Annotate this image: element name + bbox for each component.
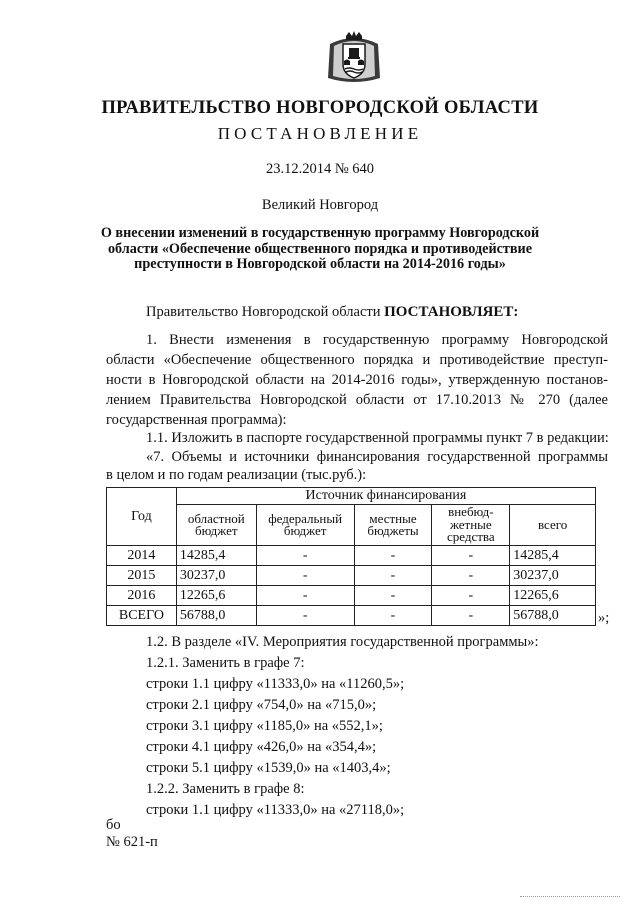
intro-resolves: ПОСТАНОВЛЯЕТ: xyxy=(384,304,519,320)
cell-total: 12265,6 xyxy=(510,586,596,606)
paragraph-1-line: ности в Новгородской области на 2014-2016 годы», утвержденную постанов- xyxy=(106,372,608,388)
cell-total: 30237,0 xyxy=(510,566,596,586)
cell-local: - xyxy=(354,606,432,626)
paragraph-1-line: государственная программа): xyxy=(106,412,287,428)
table-row xyxy=(107,606,596,626)
cell-extra: - xyxy=(432,566,510,586)
scan-artifact-line xyxy=(520,896,620,897)
resolution-intro xyxy=(146,304,518,321)
organization-title: ПРАВИТЕЛЬСТВО НОВГОРОДСКОЙ ОБЛАСТИ xyxy=(101,98,539,118)
document-subject xyxy=(0,226,640,273)
table-closing-quote: »; xyxy=(598,610,610,626)
cell-total: 14285,4 xyxy=(510,546,596,566)
paragraph-1-line: лением Правительства Новгородской области от 17.10.2013 № 270 (далее xyxy=(106,392,608,408)
replacement-line: строки 2.1 цифру «754,0» на «715,0»; xyxy=(146,697,377,713)
replacement-line: строки 1.1 цифру «11333,0» на «27118,0»; xyxy=(146,802,405,818)
subject-line: О внесении изменений в государственную программу Новгородской xyxy=(100,225,540,241)
cell-regional: 14285,4 xyxy=(176,546,256,566)
table-subheader-row xyxy=(107,505,596,546)
cell-federal: - xyxy=(256,586,354,606)
header-regional-budget: областной бюджет xyxy=(176,505,256,546)
subject-line: области «Обеспечение общественного порядка и противодействие xyxy=(107,240,533,257)
table-header-row xyxy=(107,488,596,505)
financing-table xyxy=(106,487,596,626)
replacement-line: строки 1.1 цифру «11333,0» на «11260,5»; xyxy=(146,676,405,692)
footer-initials: бо xyxy=(106,817,121,833)
header-extrabudgetary: внебюд-жетные средства xyxy=(432,505,510,546)
replacement-line: строки 4.1 цифру «426,0» на «354,4»; xyxy=(146,739,377,755)
cell-extra: - xyxy=(432,606,510,626)
cell-federal: - xyxy=(256,606,354,626)
subject-line: преступности в Новгородской области на 2014-2016 годы» xyxy=(134,256,506,272)
cell-local: - xyxy=(354,546,432,566)
cell-extra: - xyxy=(432,546,510,566)
cell-local: - xyxy=(354,566,432,586)
point-7-line: «7. Объемы и источники финансирования государственной программы xyxy=(146,449,608,465)
cell-year: 2015 xyxy=(107,566,177,586)
paragraph-1-2: 1.2. В разделе «IV. Мероприятия государственной программы»: xyxy=(146,634,539,650)
paragraph-1-2-2: 1.2.2. Заменить в графе 8: xyxy=(146,781,305,797)
novgorod-coat-of-arms-icon xyxy=(326,30,382,86)
intro-text: Правительство Новгородской области xyxy=(146,304,385,320)
table-row xyxy=(107,546,596,566)
paragraph-1-line: 1. Внести изменения в государственную программу Новгородской xyxy=(146,332,608,348)
table-row xyxy=(107,586,596,606)
document-city: Великий Новгород xyxy=(261,197,379,213)
header-source: Источник финансирования xyxy=(176,488,595,505)
header-year: Год xyxy=(107,488,177,546)
footer-reference: № 621-п xyxy=(106,834,158,850)
cell-total: 56788,0 xyxy=(510,606,596,626)
cell-regional: 30237,0 xyxy=(176,566,256,586)
coat-of-arms-emblem xyxy=(326,30,382,86)
table-row xyxy=(107,566,596,586)
cell-year: 2016 xyxy=(107,586,177,606)
replacement-line: строки 5.1 цифру «1539,0» на «1403,4»; xyxy=(146,760,391,776)
header-local-budgets: местные бюджеты xyxy=(354,505,432,546)
paragraph-1-1: 1.1. Изложить в паспорте государственной программы пункт 7 в редакции: xyxy=(146,430,609,446)
header-total: всего xyxy=(510,505,596,546)
replacement-line: строки 3.1 цифру «1185,0» на «552,1»; xyxy=(146,718,383,734)
cell-year: ВСЕГО xyxy=(107,606,177,626)
cell-regional: 12265,6 xyxy=(176,586,256,606)
cell-federal: - xyxy=(256,566,354,586)
cell-year: 2014 xyxy=(107,546,177,566)
cell-extra: - xyxy=(432,586,510,606)
paragraph-1-line: области «Обеспечение общественного порядка и противодействие преступ- xyxy=(106,352,608,368)
point-7-line: в целом и по годам реализации (тыс.руб.): xyxy=(106,467,367,483)
cell-federal: - xyxy=(256,546,354,566)
header-federal-budget: федеральный бюджет xyxy=(256,505,354,546)
cell-local: - xyxy=(354,586,432,606)
document-date-number: 23.12.2014 № 640 xyxy=(265,161,375,177)
document-type: ПОСТАНОВЛЕНИЕ xyxy=(217,124,423,143)
cell-regional: 56788,0 xyxy=(176,606,256,626)
paragraph-1-2-1: 1.2.1. Заменить в графе 7: xyxy=(146,655,305,671)
